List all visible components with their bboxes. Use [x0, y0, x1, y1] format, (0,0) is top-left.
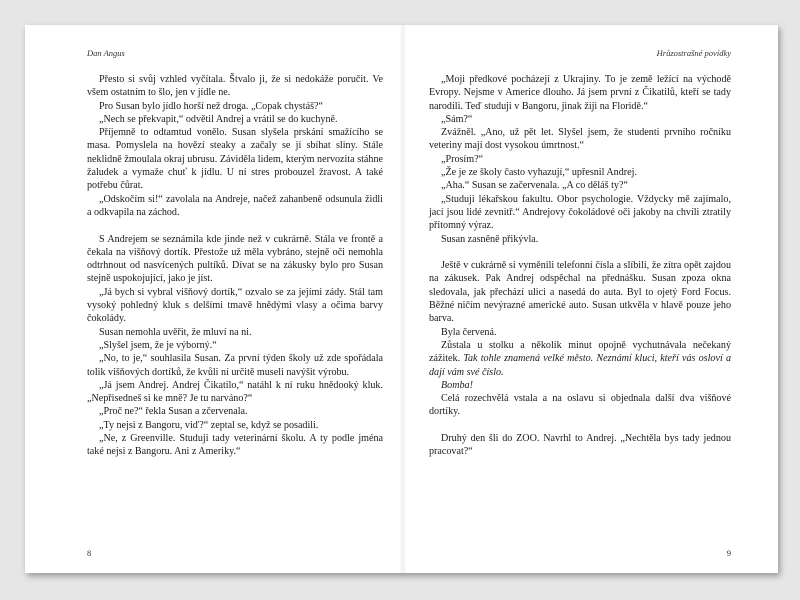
right-page: [429, 25, 731, 573]
paragraph: „Já jsem Andrej. Andrej Čikatilo,“ natáhl k ní ruku hnědooký kluk. „Nepřisedneš si ke mně? Je tu narváno?“: [87, 379, 383, 405]
paragraph: S Andrejem se seznámila kde jinde než v cukrárně. Stála ve frontě a čekala na višňový dortík. Přestože už měla vybráno, stejně oči nemohla odtrhnout od nasvícených pultíků. Dívat se na zákusky bylo pro Susan stejně uspokojující, jako je jíst.: [87, 233, 383, 285]
running-head-author: Dan Angus: [87, 48, 125, 58]
italic-thought: Tak tohle znamená velké město. Neznámí kluci, kteří vás osloví a dají vám své číslo.: [429, 353, 731, 378]
paragraph: „Ty nejsi z Bangoru, viď?“ zeptal se, když se posadili.: [99, 419, 319, 431]
running-head-title: Hrůzostrašné povídky: [656, 48, 731, 58]
paragraph: Příjemně to odtamtud vonělo. Susan slyšela prskání smažícího se masa. Pomyslela na hovězí steaky a začaly se jí sbíhat sliny. Stále neklidně žmoulala okraj ubrusu. Záviděla lidem, kterým nervozita stáhne žaludek a vymaže chuť k jídlu. U ní stres probouzel žravost. A také potřebu čůrat.: [87, 127, 383, 192]
paragraph: „Slyšel jsem, že je výborný.“: [99, 339, 217, 351]
page-number-left: 8: [87, 548, 92, 558]
gutter-shadow: [399, 25, 407, 573]
paragraph: „Studuji lékařskou fakultu. Obor psychologie. Vždycky mě zajímalo, jací jsou lidé zevnitř.“ Andrejovy čokoládové oči jakoby na chvíli ztratily přítomný výraz.: [429, 193, 731, 232]
paragraph: „Odskočím si!“ zavolala na Andreje, načež zahanbeně odsunula židli a odkvapila na záchod.: [87, 193, 383, 218]
paragraph: „Moji předkové pocházejí z Ukrajiny. To je země ležící na východě Evropy. Nejsme v Americe dlouho. Já jsem první z Čikatilů, kteří se tady narodili. Teď studuji v Bangoru, jinak žiji na Floridě.“: [429, 74, 731, 112]
paragraph: „Aha.“ Susan se začervenala. „A co děláš ty?“: [441, 180, 628, 192]
paragraph: „Já bych si vybral višňový dortík,“ ozvalo se za jejími zády. Stál tam vysoký pohledný kluk s delšími tmavě hnědými vlasy a očima barvy čokolády.: [87, 286, 383, 325]
paragraph: Přesto si svůj vzhled vyčítala. Štvalo ji, že si nedokáže poručit. Ve všem ostatním to šlo, jen v jídle ne.: [87, 74, 383, 99]
left-page: [87, 25, 383, 573]
paragraph: [429, 339, 731, 379]
left-page-text: [87, 73, 383, 459]
paragraph: Byla červená.: [441, 326, 497, 338]
paragraph-text: Zůstala u stolku a několik minut opojně vychutnávala nečekaný zážitek.: [429, 339, 731, 365]
paragraph: Pro Susan bylo jídlo horší než droga. „Copak chystáš?“: [99, 100, 323, 112]
paragraph: Zvážněl. „Ano, už pět let. Slyšel jsem, že studenti prvního ročníku veteriny mají dost vysokou úmrtnost.“: [429, 127, 731, 152]
right-page-text: [429, 73, 731, 459]
paragraph: Susan zasněně přikývla.: [441, 233, 539, 245]
book-spread: [25, 25, 778, 573]
paragraph: „Prosím?“: [441, 153, 484, 165]
paragraph: „Nech se překvapit,“ odvětil Andrej a vrátil se do kuchyně.: [99, 113, 338, 125]
paragraph: „Sám?“: [441, 113, 473, 125]
page-number-right: 9: [726, 548, 731, 558]
paragraph: Druhý den šli do ZOO. Navrhl to Andrej. „Nechtěla bys tady jednou pracovat?“: [429, 433, 731, 458]
italic-exclamation: Bomba!: [441, 379, 473, 391]
paragraph: Celá rozechvělá vstala a na oslavu si objednala další dva višňové dortíky.: [429, 393, 731, 418]
paragraph: „Proč ne?“ řekla Susan a zčervenala.: [99, 406, 248, 418]
paragraph: „Ne, z Greenville. Studuji tady veterinární školu. A ty podle jména také nejsi z Bangoru. Ani z Ameriky.“: [87, 433, 383, 458]
paragraph: Susan nemohla uvěřit, že mluví na ni.: [99, 326, 252, 338]
paragraph: Ještě v cukrárně si vyměnili telefonní čísla a slíbili, že zítra opět zajdou na zákusek. Pak Andrej odspěchal na přednášku. Susan zpoza okna sledovala, jak přechází ulici a nasedá do auta. Byl to ojetý Ford Focus. Běžné ničím nevýrazné americké auto. Susan utkvěla v hlavě pouze jeho barva.: [429, 260, 731, 325]
paragraph: „Že je ze školy často vyhazují,“ upřesnil Andrej.: [441, 167, 637, 179]
paragraph: „No, to je,“ souhlasila Susan. Za první týden školy už zde spořádala tolik višňových dortíků, že kvůli ní určitě museli navýšit výrobu.: [87, 353, 383, 378]
